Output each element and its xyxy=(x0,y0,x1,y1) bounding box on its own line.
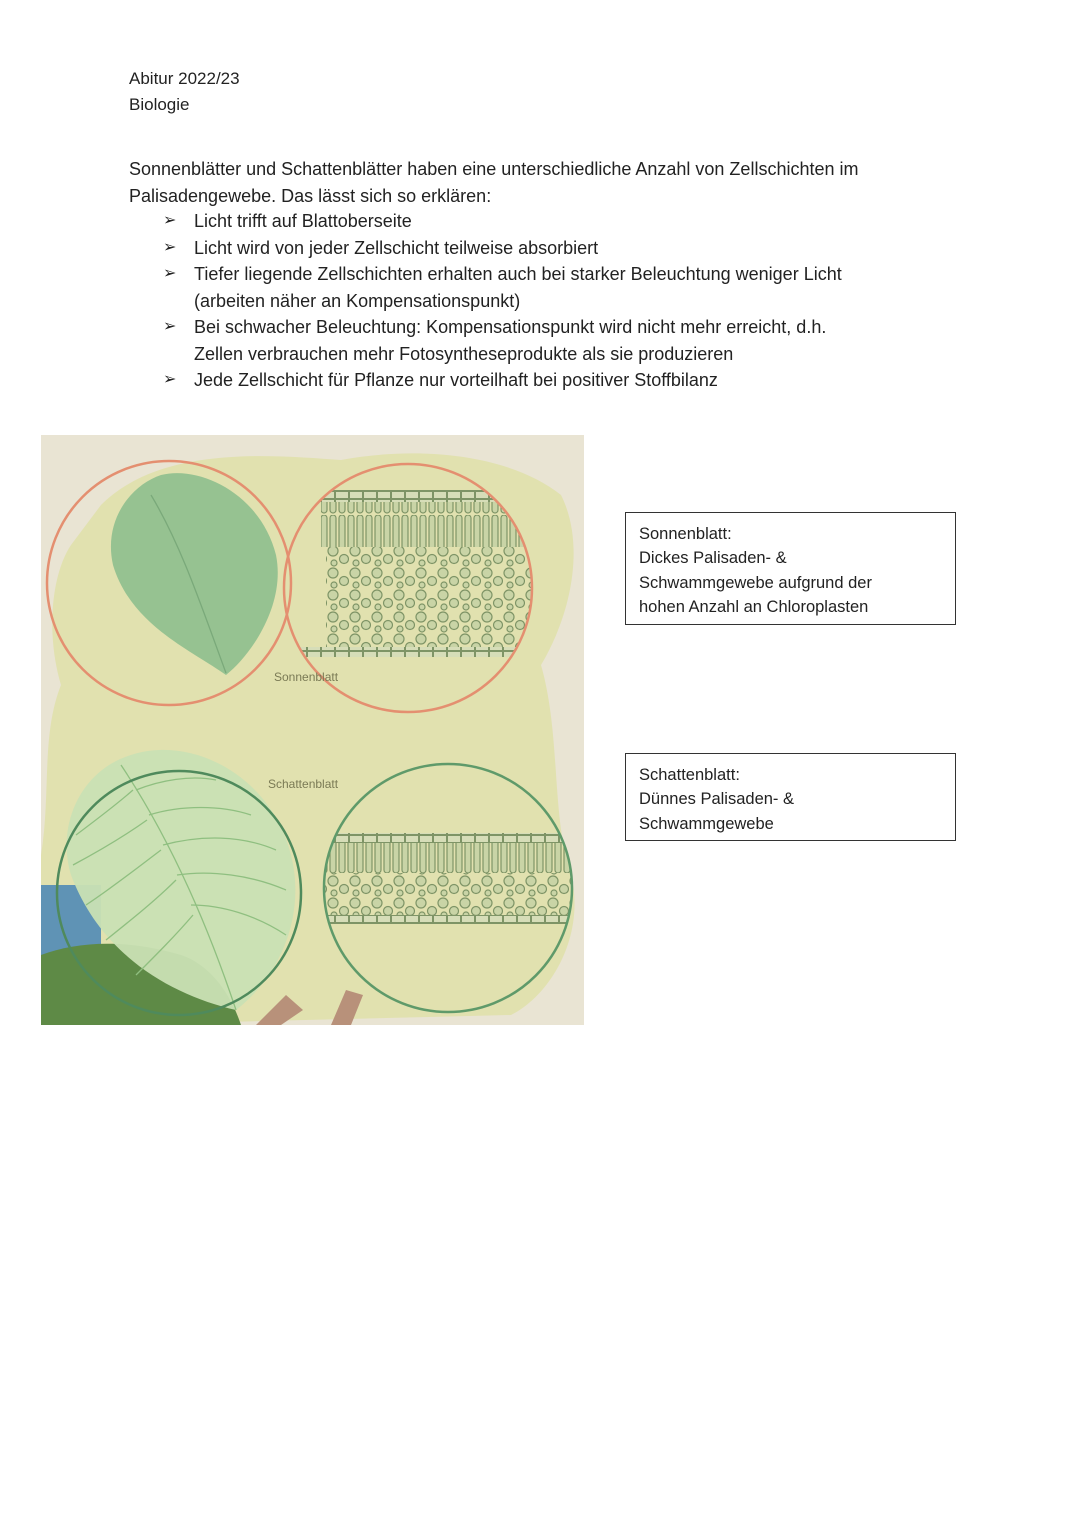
header-subject: Biologie xyxy=(129,95,190,114)
shade-leaf-note-box xyxy=(625,753,956,841)
arrowhead-bullet-icon: ➢ xyxy=(163,265,177,282)
arrowhead-bullet-icon: ➢ xyxy=(163,318,177,335)
sun-leaf-label: Sonnenblatt xyxy=(274,670,339,684)
arrowhead-bullet-icon: ➢ xyxy=(163,238,177,256)
intro-line-2: Palisadengewebe. Das lässt sich so erklären: xyxy=(129,185,492,206)
leaf-comparison-figure xyxy=(41,435,584,1025)
bullet-item xyxy=(163,261,953,314)
bullet-text: Licht wird von jeder Zellschicht teilweise absorbiert xyxy=(194,237,599,258)
bullet-text: Bei schwacher Beleuchtung: Kompensationspunkt wird nicht mehr erreicht, d.h. xyxy=(194,317,827,337)
shade-leaf-cross-section xyxy=(321,833,584,924)
bullet-item xyxy=(163,235,953,262)
shade-leaf-label: Schattenblatt xyxy=(268,777,339,791)
bullet-text-continued: (arbeiten näher an Kompensationspunkt) xyxy=(194,290,521,311)
bullet-text: Jede Zellschicht für Pflanze nur vorteilhaft bei positiver Stoffbilanz xyxy=(194,370,718,390)
sun-leaf-note-box xyxy=(625,512,956,625)
shade-note-line: Dünnes Palisaden- & xyxy=(639,790,795,809)
bullet-text-continued: Zellen verbrauchen mehr Fotosyntheseprodukte als sie produzieren xyxy=(194,343,734,364)
explanation-bullet-list xyxy=(163,208,953,394)
arrowhead-bullet-icon: ➢ xyxy=(163,212,177,229)
bullet-item xyxy=(163,367,953,394)
shade-note-line: Schwammgewebe xyxy=(639,814,774,833)
bullet-item xyxy=(163,208,953,235)
intro-line-1: Sonnenblätter und Schattenblätter haben eine unterschiedliche Anzahl von Zellschichten im xyxy=(129,159,859,179)
bullet-text: Tiefer liegende Zellschichten erhalten auch bei starker Beleuchtung weniger Licht xyxy=(194,264,842,284)
bullet-item xyxy=(163,314,953,367)
sun-note-line: Schwammgewebe aufgrund der xyxy=(639,573,872,592)
header-year: Abitur 2022/23 xyxy=(129,69,240,88)
sun-note-line: Dickes Palisaden- & xyxy=(639,549,787,568)
sun-note-line: hohen Anzahl an Chloroplasten xyxy=(639,597,869,616)
shade-note-title: Schattenblatt: xyxy=(639,766,740,784)
sun-note-title: Sonnenblatt: xyxy=(639,525,732,543)
arrowhead-bullet-icon: ➢ xyxy=(163,371,177,388)
bullet-text: Licht trifft auf Blattoberseite xyxy=(194,211,412,231)
intro-paragraph xyxy=(129,156,969,209)
document-header xyxy=(129,66,240,118)
